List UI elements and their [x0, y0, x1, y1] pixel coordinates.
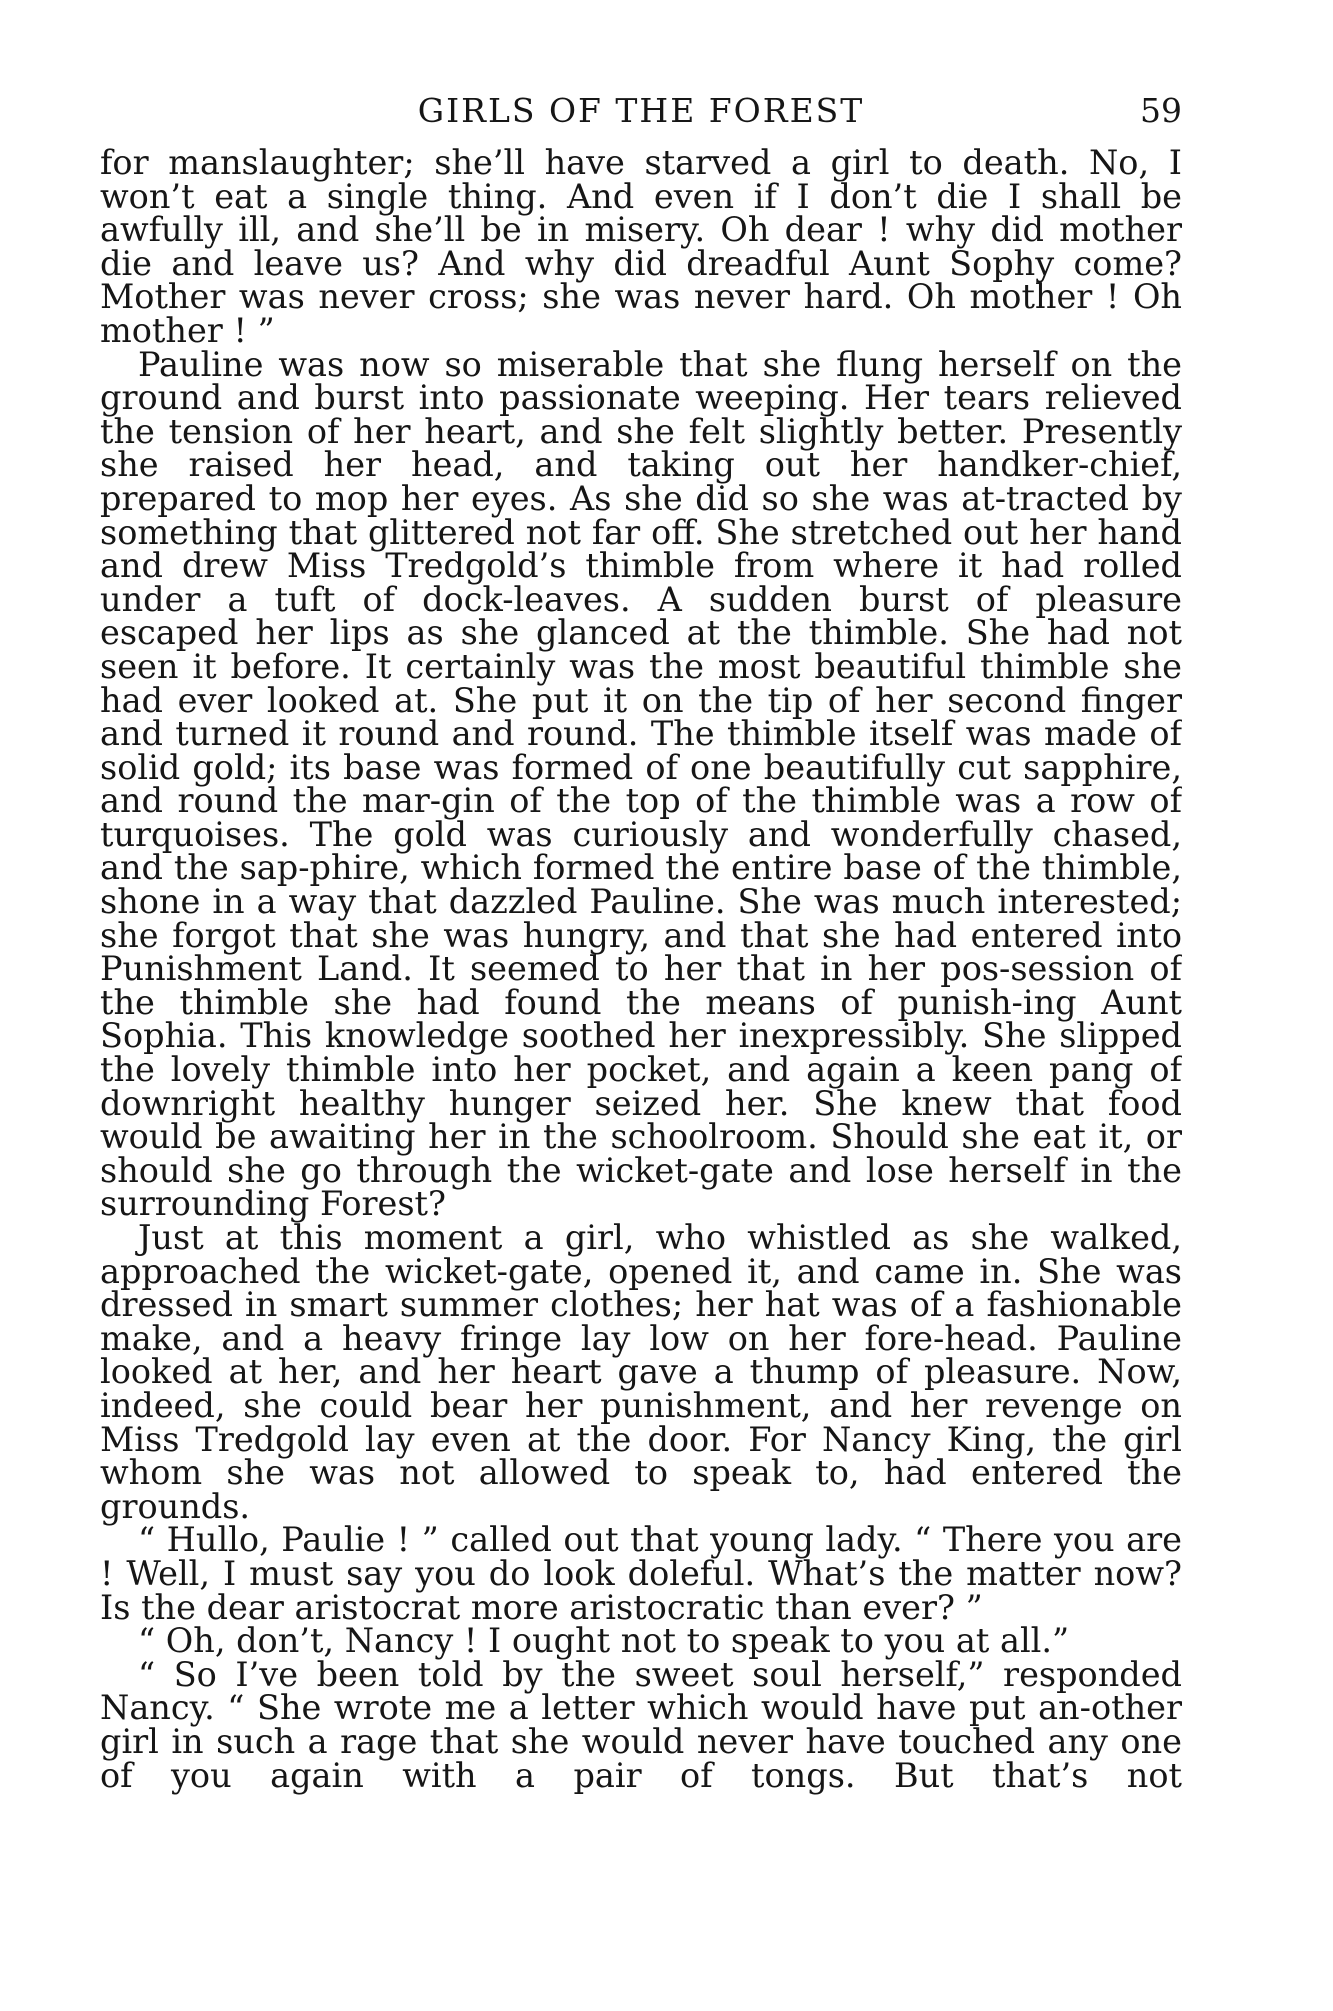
book-page	[100, 90, 1182, 1940]
paragraph-2: Pauline was now so miserable that she flung herself on the ground and burst into passionate weeping. Her tears relieved the tension of her heart, and she felt slightly better. Presently she raised her head, and taking out her handker-chief, prepared to mop her eyes. As she did so she was at-tracted by something that glittered not far off. She stretched out her hand and drew Miss Tredgold’s thimble from where it had rolled under a tuft of dock-leaves. A sudden burst of pleasure escaped her lips as she glanced at the thimble. She had not seen it before. It certainly was the most beautiful thimble she had ever looked at. She put it on the tip of her second finger and turned it round and round. The thimble itself was made of solid gold; its base was formed of one beautifully cut sapphire, and round the mar-gin of the top of the thimble was a row of turquoises. The gold was curiously and wonderfully chased, and the sap-phire, which formed the entire base of the thimble, shone in a way that dazzled Pauline. She was much interested; she forgot that she was hungry, and that she had entered into Punishment Land. It seemed to her that in her pos-session of the thimble she had found the means of punish-ing Aunt Sophia. This knowledge soothed her inexpressibly. She slipped the lovely thimble into her pocket, and again a keen pang of downright healthy hunger seized her. She knew that food would be awaiting her in the schoolroom. Should she eat it, or should she go through the wicket-gate and lose herself in the surrounding Forest?	[100, 344, 1182, 1224]
paragraph-4: “ Hullo, Paulie ! ” called out that young lady. “ There you are ! Well, I must say you do look doleful. What’s the matter now? Is the dear aristocrat more aristocratic than ever? ”	[100, 1520, 1182, 1627]
page-number: 59	[1140, 91, 1182, 130]
body-text	[100, 143, 1182, 1795]
paragraph-3: Just at this moment a girl, who whistled as she walked, approached the wicket-gate, opened it, and came in. She was dressed in smart summer clothes; her hat was of a fashionable make, and a heavy fringe lay low on her fore-head. Pauline looked at her, and her heart gave a thump of pleasure. Now, indeed, she could bear her punishment, and her revenge on Miss Tredgold lay even at the door. For Nancy King, the girl whom she was not allowed to speak to, had entered the grounds.	[100, 1218, 1182, 1526]
running-head	[100, 90, 1182, 134]
running-title: GIRLS OF THE FOREST	[417, 91, 865, 130]
paragraph-1: for manslaughter; she’ll have starved a girl to death. No, I won’t eat a single thing. And even if I don’t die I shall be awfully ill, and she’ll be in misery. Oh dear ! why did mother die and leave us? And why did dreadful Aunt Sophy come? Mother was never cross; she was never hard. Oh mother ! Oh mother ! ”	[100, 143, 1182, 350]
paragraph-5: “ Oh, don’t, Nancy ! I ought not to speak to you at all.”	[138, 1621, 1070, 1661]
paragraph-6: “ So I’ve been told by the sweet soul herself,” responded Nancy. “ She wrote me a letter which would have put an-other girl in such a rage that she would never have touched any one of you again with a pair of tongs. But that’s not	[100, 1654, 1182, 1795]
